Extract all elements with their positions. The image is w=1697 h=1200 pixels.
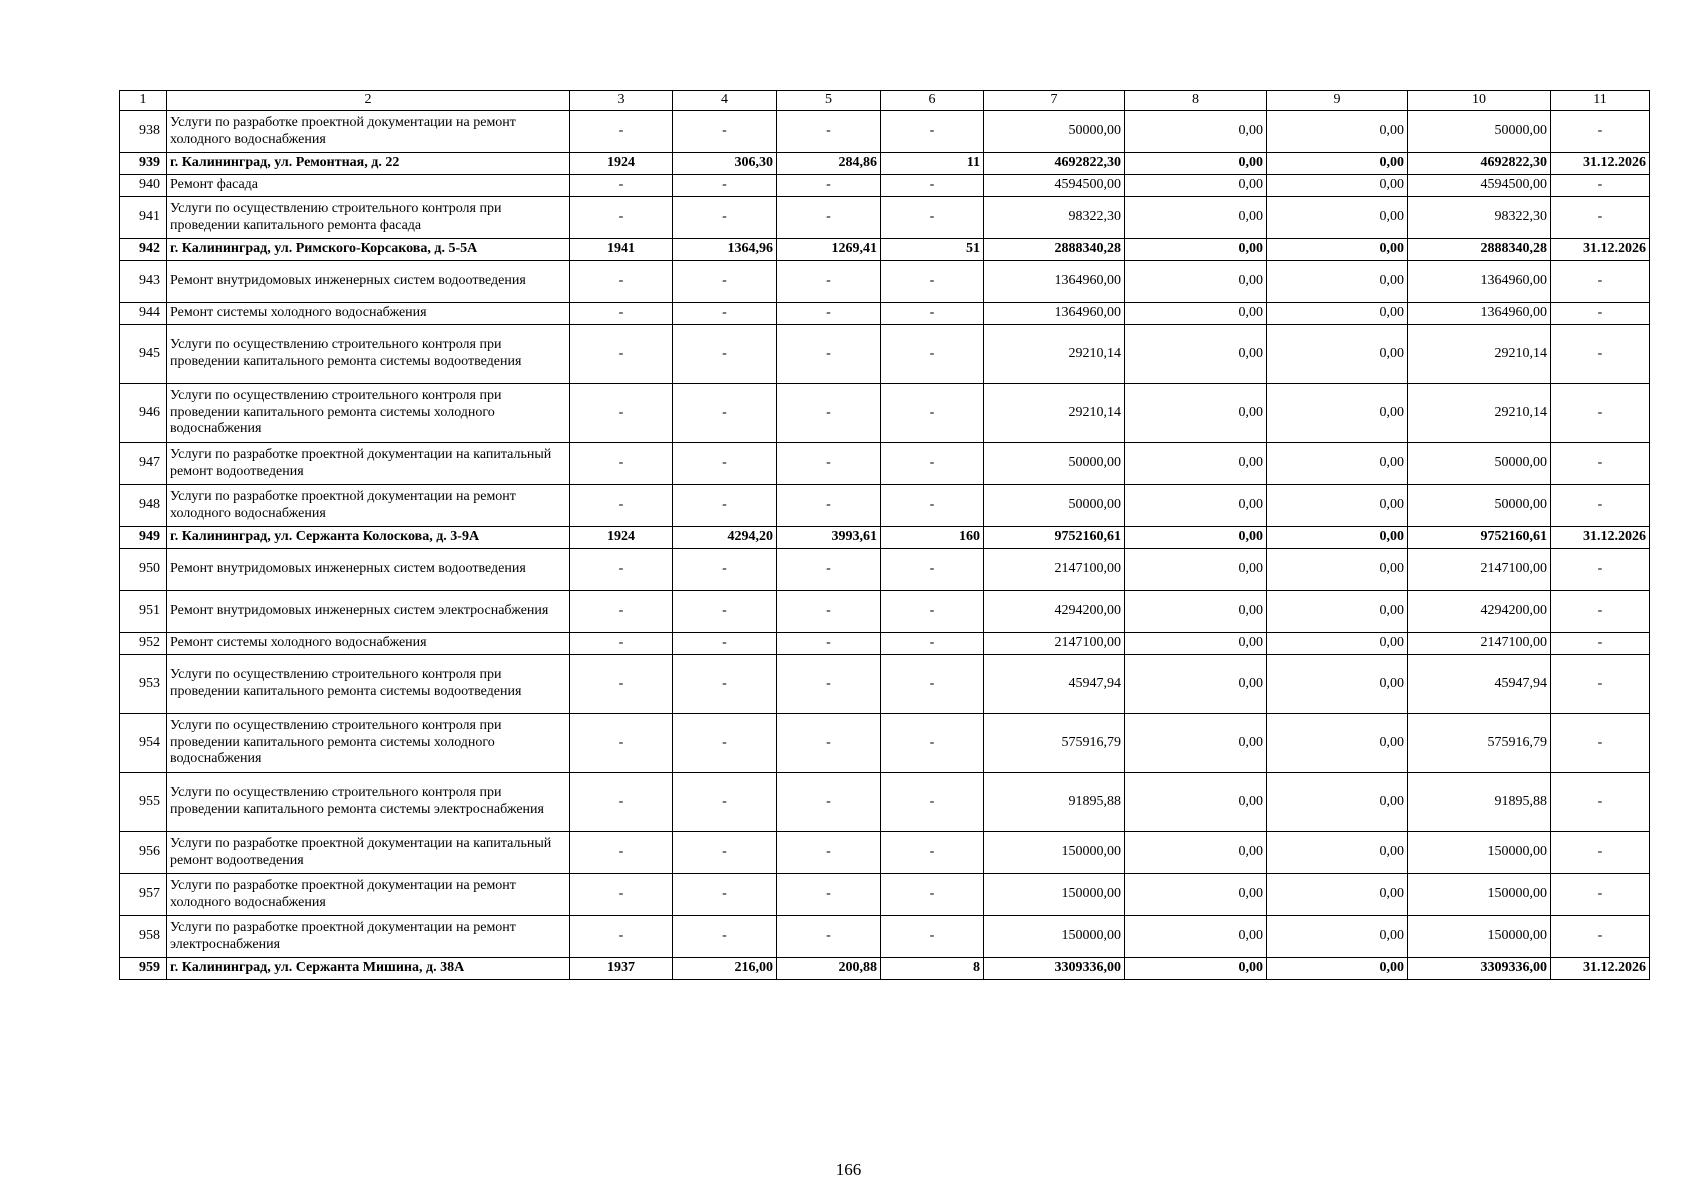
col-4-value: - <box>673 832 777 874</box>
col-8-value: 0,00 <box>1125 633 1267 655</box>
col-6-value: - <box>881 443 984 485</box>
col-3-value: - <box>570 443 673 485</box>
col-3-value: - <box>570 773 673 832</box>
col-8-value: 0,00 <box>1125 261 1267 303</box>
col-5-value: - <box>777 384 881 443</box>
col-11-value: - <box>1551 832 1650 874</box>
col-5-value: - <box>777 633 881 655</box>
col-7-value: 50000,00 <box>984 443 1125 485</box>
col-9-value: 0,00 <box>1267 714 1408 773</box>
col-10-value: 4294200,00 <box>1408 591 1551 633</box>
col-11-value: - <box>1551 485 1650 527</box>
col-11-value: - <box>1551 591 1650 633</box>
col-6-value: 160 <box>881 527 984 549</box>
col-8-value: 0,00 <box>1125 197 1267 239</box>
work-description: Услуги по разработке проектной документации на капитальный ремонт водоотведения <box>167 443 570 485</box>
col-6-value: 51 <box>881 239 984 261</box>
work-item-row <box>120 261 1650 303</box>
col-3-value: 1924 <box>570 153 673 175</box>
row-number: 938 <box>120 111 167 153</box>
col-4-value: 4294,20 <box>673 527 777 549</box>
col-6-value: 11 <box>881 153 984 175</box>
column-number-row <box>120 91 1650 111</box>
col-6-value: - <box>881 916 984 958</box>
col-8-value: 0,00 <box>1125 485 1267 527</box>
col-9-value: 0,00 <box>1267 958 1408 980</box>
col-8-value: 0,00 <box>1125 153 1267 175</box>
col-8-value: 0,00 <box>1125 591 1267 633</box>
col-7-value: 4594500,00 <box>984 175 1125 197</box>
col-5-value: - <box>777 591 881 633</box>
col-7-value: 575916,79 <box>984 714 1125 773</box>
col-5-value: - <box>777 261 881 303</box>
work-description: Услуги по разработке проектной документации на капитальный ремонт водоотведения <box>167 832 570 874</box>
col-4-value: - <box>673 384 777 443</box>
col-4-value: 1364,96 <box>673 239 777 261</box>
col-6-value: - <box>881 714 984 773</box>
work-item-row <box>120 655 1650 714</box>
col-10-value: 2147100,00 <box>1408 633 1551 655</box>
column-number: 10 <box>1408 91 1551 111</box>
col-11-value: - <box>1551 175 1650 197</box>
work-item-row <box>120 633 1650 655</box>
row-number: 944 <box>120 303 167 325</box>
col-7-value: 150000,00 <box>984 832 1125 874</box>
row-number: 948 <box>120 485 167 527</box>
col-9-value: 0,00 <box>1267 549 1408 591</box>
work-description: Ремонт системы холодного водоснабжения <box>167 633 570 655</box>
col-6-value: - <box>881 832 984 874</box>
work-description: Ремонт внутридомовых инженерных систем электроснабжения <box>167 591 570 633</box>
table-body <box>120 111 1650 980</box>
col-10-value: 3309336,00 <box>1408 958 1551 980</box>
col-8-value: 0,00 <box>1125 384 1267 443</box>
building-row <box>120 239 1650 261</box>
column-number: 2 <box>167 91 570 111</box>
col-5-value: - <box>777 325 881 384</box>
row-number: 943 <box>120 261 167 303</box>
work-description: Услуги по разработке проектной документации на ремонт холодного водоснабжения <box>167 485 570 527</box>
col-8-value: 0,00 <box>1125 916 1267 958</box>
row-number: 945 <box>120 325 167 384</box>
work-description: Ремонт внутридомовых инженерных систем водоотведения <box>167 549 570 591</box>
work-description: Ремонт внутридомовых инженерных систем водоотведения <box>167 261 570 303</box>
col-7-value: 150000,00 <box>984 874 1125 916</box>
col-9-value: 0,00 <box>1267 655 1408 714</box>
col-7-value: 1364960,00 <box>984 303 1125 325</box>
col-7-value: 45947,94 <box>984 655 1125 714</box>
work-description: Услуги по осуществлению строительного контроля при проведении капитального ремонта системы холодного водоснабжения <box>167 384 570 443</box>
col-11-value: - <box>1551 874 1650 916</box>
col-4-value: - <box>673 175 777 197</box>
col-11-value: 31.12.2026 <box>1551 239 1650 261</box>
col-8-value: 0,00 <box>1125 958 1267 980</box>
col-9-value: 0,00 <box>1267 384 1408 443</box>
column-number: 5 <box>777 91 881 111</box>
col-6-value: - <box>881 549 984 591</box>
col-3-value: 1924 <box>570 527 673 549</box>
building-row <box>120 527 1650 549</box>
col-7-value: 4692822,30 <box>984 153 1125 175</box>
col-9-value: 0,00 <box>1267 773 1408 832</box>
building-row <box>120 958 1650 980</box>
column-number: 11 <box>1551 91 1650 111</box>
col-8-value: 0,00 <box>1125 549 1267 591</box>
work-description: Услуги по разработке проектной документации на ремонт холодного водоснабжения <box>167 874 570 916</box>
col-3-value: - <box>570 549 673 591</box>
row-number: 956 <box>120 832 167 874</box>
work-description: Услуги по разработке проектной документации на ремонт электроснабжения <box>167 916 570 958</box>
col-10-value: 4594500,00 <box>1408 175 1551 197</box>
work-item-row <box>120 303 1650 325</box>
col-3-value: 1941 <box>570 239 673 261</box>
col-3-value: - <box>570 261 673 303</box>
work-description: Ремонт фасада <box>167 175 570 197</box>
col-4-value: - <box>673 874 777 916</box>
col-4-value: - <box>673 714 777 773</box>
row-number: 946 <box>120 384 167 443</box>
col-11-value: - <box>1551 261 1650 303</box>
work-description: Услуги по осуществлению строительного контроля при проведении капитального ремонта системы водоотведения <box>167 325 570 384</box>
col-5-value: - <box>777 111 881 153</box>
col-3-value: - <box>570 175 673 197</box>
building-address: г. Калининград, ул. Сержанта Мишина, д. 38А <box>167 958 570 980</box>
col-10-value: 4692822,30 <box>1408 153 1551 175</box>
col-4-value: 216,00 <box>673 958 777 980</box>
building-address: г. Калининград, ул. Ремонтная, д. 22 <box>167 153 570 175</box>
row-number: 954 <box>120 714 167 773</box>
col-10-value: 45947,94 <box>1408 655 1551 714</box>
col-6-value: - <box>881 261 984 303</box>
building-row <box>120 153 1650 175</box>
col-11-value: - <box>1551 549 1650 591</box>
work-description: Услуги по разработке проектной документации на ремонт холодного водоснабжения <box>167 111 570 153</box>
col-7-value: 1364960,00 <box>984 261 1125 303</box>
work-description: Услуги по осуществлению строительного контроля при проведении капитального ремонта системы электроснабжения <box>167 773 570 832</box>
col-3-value: - <box>570 916 673 958</box>
col-3-value: - <box>570 714 673 773</box>
col-9-value: 0,00 <box>1267 197 1408 239</box>
row-number: 959 <box>120 958 167 980</box>
col-5-value: - <box>777 773 881 832</box>
col-7-value: 91895,88 <box>984 773 1125 832</box>
col-4-value: - <box>673 633 777 655</box>
column-number: 4 <box>673 91 777 111</box>
col-5-value: - <box>777 832 881 874</box>
col-3-value: - <box>570 111 673 153</box>
col-3-value: - <box>570 485 673 527</box>
col-4-value: - <box>673 591 777 633</box>
col-10-value: 50000,00 <box>1408 443 1551 485</box>
data-table <box>119 90 1650 980</box>
col-9-value: 0,00 <box>1267 916 1408 958</box>
col-3-value: - <box>570 591 673 633</box>
col-10-value: 91895,88 <box>1408 773 1551 832</box>
col-6-value: - <box>881 633 984 655</box>
work-item-row <box>120 916 1650 958</box>
work-description: Услуги по осуществлению строительного контроля при проведении капитального ремонта фасада <box>167 197 570 239</box>
col-7-value: 9752160,61 <box>984 527 1125 549</box>
building-address: г. Калининград, ул. Римского-Корсакова, д. 5-5А <box>167 239 570 261</box>
col-10-value: 98322,30 <box>1408 197 1551 239</box>
column-number: 8 <box>1125 91 1267 111</box>
col-11-value: - <box>1551 773 1650 832</box>
col-10-value: 150000,00 <box>1408 832 1551 874</box>
col-10-value: 1364960,00 <box>1408 261 1551 303</box>
col-11-value: 31.12.2026 <box>1551 153 1650 175</box>
col-11-value: - <box>1551 303 1650 325</box>
col-11-value: - <box>1551 916 1650 958</box>
col-6-value: - <box>881 874 984 916</box>
col-9-value: 0,00 <box>1267 485 1408 527</box>
work-item-row <box>120 384 1650 443</box>
col-8-value: 0,00 <box>1125 874 1267 916</box>
col-9-value: 0,00 <box>1267 832 1408 874</box>
row-number: 949 <box>120 527 167 549</box>
work-description: Услуги по осуществлению строительного контроля при проведении капитального ремонта системы водоотведения <box>167 655 570 714</box>
col-3-value: - <box>570 384 673 443</box>
col-11-value: - <box>1551 197 1650 239</box>
col-9-value: 0,00 <box>1267 153 1408 175</box>
col-10-value: 1364960,00 <box>1408 303 1551 325</box>
col-10-value: 50000,00 <box>1408 111 1551 153</box>
col-10-value: 50000,00 <box>1408 485 1551 527</box>
col-5-value: - <box>777 303 881 325</box>
col-5-value: 284,86 <box>777 153 881 175</box>
col-11-value: - <box>1551 111 1650 153</box>
row-number: 939 <box>120 153 167 175</box>
col-8-value: 0,00 <box>1125 773 1267 832</box>
col-6-value: - <box>881 325 984 384</box>
col-4-value: - <box>673 261 777 303</box>
col-9-value: 0,00 <box>1267 303 1408 325</box>
column-number: 1 <box>120 91 167 111</box>
col-10-value: 2147100,00 <box>1408 549 1551 591</box>
col-11-value: - <box>1551 655 1650 714</box>
col-8-value: 0,00 <box>1125 239 1267 261</box>
col-11-value: - <box>1551 325 1650 384</box>
col-11-value: - <box>1551 714 1650 773</box>
col-6-value: - <box>881 197 984 239</box>
work-item-row <box>120 714 1650 773</box>
col-3-value: - <box>570 832 673 874</box>
col-5-value: - <box>777 197 881 239</box>
col-4-value: - <box>673 773 777 832</box>
col-4-value: - <box>673 325 777 384</box>
col-4-value: - <box>673 111 777 153</box>
work-item-row <box>120 111 1650 153</box>
work-item-row <box>120 197 1650 239</box>
col-8-value: 0,00 <box>1125 111 1267 153</box>
col-7-value: 50000,00 <box>984 111 1125 153</box>
row-number: 958 <box>120 916 167 958</box>
col-9-value: 0,00 <box>1267 591 1408 633</box>
col-4-value: - <box>673 197 777 239</box>
col-5-value: - <box>777 485 881 527</box>
col-6-value: - <box>881 111 984 153</box>
col-6-value: 8 <box>881 958 984 980</box>
col-5-value: - <box>777 874 881 916</box>
row-number: 952 <box>120 633 167 655</box>
row-number: 940 <box>120 175 167 197</box>
col-4-value: - <box>673 655 777 714</box>
row-number: 941 <box>120 197 167 239</box>
col-5-value: - <box>777 655 881 714</box>
work-item-row <box>120 591 1650 633</box>
col-9-value: 0,00 <box>1267 111 1408 153</box>
row-number: 942 <box>120 239 167 261</box>
column-number: 3 <box>570 91 673 111</box>
row-number: 951 <box>120 591 167 633</box>
col-5-value: - <box>777 443 881 485</box>
col-9-value: 0,00 <box>1267 874 1408 916</box>
col-7-value: 150000,00 <box>984 916 1125 958</box>
column-number: 6 <box>881 91 984 111</box>
col-10-value: 150000,00 <box>1408 874 1551 916</box>
col-3-value: - <box>570 303 673 325</box>
col-10-value: 575916,79 <box>1408 714 1551 773</box>
row-number: 953 <box>120 655 167 714</box>
col-6-value: - <box>881 591 984 633</box>
col-10-value: 150000,00 <box>1408 916 1551 958</box>
col-8-value: 0,00 <box>1125 655 1267 714</box>
col-8-value: 0,00 <box>1125 325 1267 384</box>
col-3-value: - <box>570 633 673 655</box>
col-5-value: - <box>777 175 881 197</box>
col-7-value: 2147100,00 <box>984 633 1125 655</box>
col-7-value: 2888340,28 <box>984 239 1125 261</box>
col-9-value: 0,00 <box>1267 261 1408 303</box>
col-5-value: 1269,41 <box>777 239 881 261</box>
col-7-value: 50000,00 <box>984 485 1125 527</box>
col-4-value: - <box>673 549 777 591</box>
col-4-value: - <box>673 916 777 958</box>
col-6-value: - <box>881 303 984 325</box>
col-9-value: 0,00 <box>1267 527 1408 549</box>
col-9-value: 0,00 <box>1267 443 1408 485</box>
col-6-value: - <box>881 175 984 197</box>
col-11-value: 31.12.2026 <box>1551 958 1650 980</box>
row-number: 950 <box>120 549 167 591</box>
col-9-value: 0,00 <box>1267 175 1408 197</box>
work-item-row <box>120 832 1650 874</box>
col-11-value: - <box>1551 443 1650 485</box>
col-5-value: - <box>777 916 881 958</box>
col-3-value: 1937 <box>570 958 673 980</box>
work-item-row <box>120 325 1650 384</box>
col-9-value: 0,00 <box>1267 325 1408 384</box>
col-4-value: - <box>673 303 777 325</box>
work-description: Услуги по осуществлению строительного контроля при проведении капитального ремонта системы холодного водоснабжения <box>167 714 570 773</box>
row-number: 955 <box>120 773 167 832</box>
col-7-value: 29210,14 <box>984 325 1125 384</box>
page-number: 166 <box>835 1160 862 1179</box>
work-item-row <box>120 549 1650 591</box>
col-5-value: - <box>777 714 881 773</box>
work-item-row <box>120 773 1650 832</box>
col-5-value: 3993,61 <box>777 527 881 549</box>
col-10-value: 2888340,28 <box>1408 239 1551 261</box>
col-7-value: 29210,14 <box>984 384 1125 443</box>
col-8-value: 0,00 <box>1125 832 1267 874</box>
col-8-value: 0,00 <box>1125 175 1267 197</box>
row-number: 957 <box>120 874 167 916</box>
col-4-value: 306,30 <box>673 153 777 175</box>
row-number: 947 <box>120 443 167 485</box>
column-number: 9 <box>1267 91 1408 111</box>
col-6-value: - <box>881 485 984 527</box>
col-10-value: 9752160,61 <box>1408 527 1551 549</box>
col-7-value: 98322,30 <box>984 197 1125 239</box>
col-3-value: - <box>570 655 673 714</box>
work-item-row <box>120 485 1650 527</box>
col-9-value: 0,00 <box>1267 633 1408 655</box>
col-4-value: - <box>673 443 777 485</box>
col-8-value: 0,00 <box>1125 527 1267 549</box>
work-description: Ремонт системы холодного водоснабжения <box>167 303 570 325</box>
col-11-value: - <box>1551 384 1650 443</box>
building-address: г. Калининград, ул. Сержанта Колоскова, д. 3-9А <box>167 527 570 549</box>
work-item-row <box>120 874 1650 916</box>
col-6-value: - <box>881 773 984 832</box>
col-3-value: - <box>570 325 673 384</box>
col-5-value: - <box>777 549 881 591</box>
col-10-value: 29210,14 <box>1408 384 1551 443</box>
col-11-value: - <box>1551 633 1650 655</box>
col-3-value: - <box>570 874 673 916</box>
work-item-row <box>120 443 1650 485</box>
col-7-value: 3309336,00 <box>984 958 1125 980</box>
col-7-value: 2147100,00 <box>984 549 1125 591</box>
col-6-value: - <box>881 655 984 714</box>
col-8-value: 0,00 <box>1125 714 1267 773</box>
col-10-value: 29210,14 <box>1408 325 1551 384</box>
col-5-value: 200,88 <box>777 958 881 980</box>
col-9-value: 0,00 <box>1267 239 1408 261</box>
col-8-value: 0,00 <box>1125 303 1267 325</box>
col-3-value: - <box>570 197 673 239</box>
col-8-value: 0,00 <box>1125 443 1267 485</box>
work-item-row <box>120 175 1650 197</box>
col-7-value: 4294200,00 <box>984 591 1125 633</box>
col-6-value: - <box>881 384 984 443</box>
column-number: 7 <box>984 91 1125 111</box>
col-11-value: 31.12.2026 <box>1551 527 1650 549</box>
col-4-value: - <box>673 485 777 527</box>
